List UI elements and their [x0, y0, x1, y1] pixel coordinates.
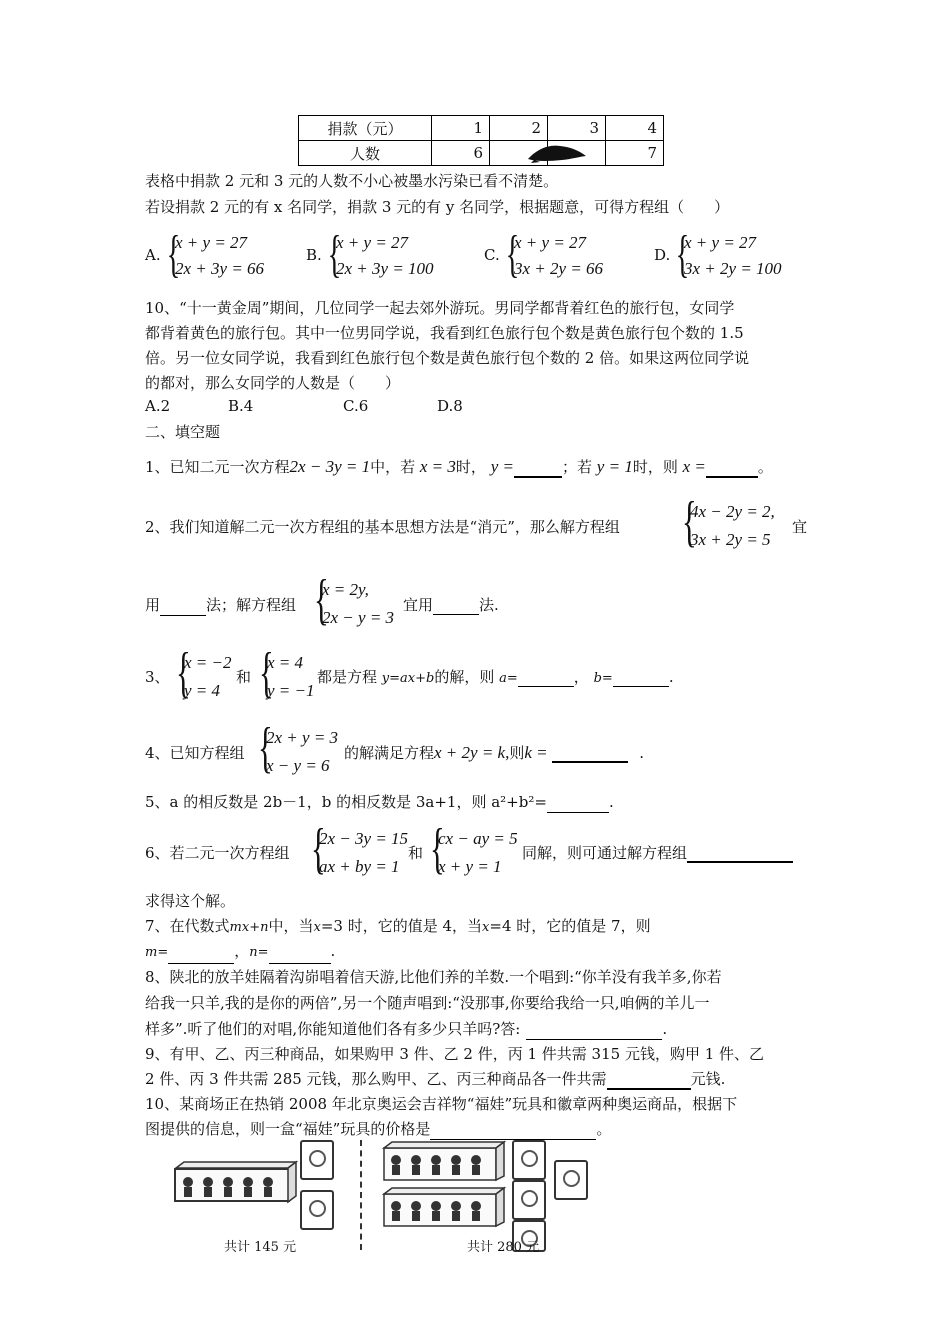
answer-blank[interactable]	[547, 812, 609, 813]
fill-question-8-line: 样多”.听了他们的对唱,你能知道他们各有多少只羊吗?答: .	[145, 1020, 668, 1038]
option-a[interactable]: A.2	[145, 397, 171, 415]
q10-text-line: 都背着黄色的旅行包。其中一位男同学说，我看到红色旅行包个数是黄色旅行包个数的 1.5	[145, 324, 744, 342]
table-cell: 1	[432, 116, 490, 141]
figure-caption-left: 共计 145 元	[224, 1240, 297, 1255]
q9-text-line: 表格中捐款 2 元和 3 元的人数不小心被墨水污染已看不清楚。	[145, 172, 559, 190]
fill-question-7: 7、在代数式mx+n中，当x=3 时，它的值是 4，当x=4 时，它的值是 7，则	[145, 917, 651, 935]
answer-blank[interactable]	[706, 476, 758, 478]
fill-question-9-line: 9、有甲、乙、丙三种商品，如果购甲 3 件、乙 2 件，丙 1 件共需 315 元钱，购甲 1 件、乙	[145, 1045, 765, 1063]
table-cell: 6	[432, 141, 490, 166]
fill-question-10-line: 10、某商场正在热销 2008 年北京奥运会吉祥物“福娃”玩具和徽章两种奥运商品，根据下	[145, 1095, 738, 1113]
equation-system: { 2x − 3y = 15 ax + by = 1	[311, 818, 409, 880]
answer-blank[interactable]	[269, 963, 331, 964]
table-cell: 4	[606, 116, 664, 141]
fuwa-box-3d-icon	[382, 1186, 512, 1230]
fill-question-8-line: 给我一只羊,我的是你的两倍”,另一个随声唱到:“没那事,你要给我给一只,咱俩的羊儿一	[145, 994, 710, 1012]
olympic-badge-icon	[512, 1140, 546, 1180]
fill-question-9-line: 2 件、丙 3 件共需 285 元钱，那么购甲、乙、丙三种商品各一件共需 元钱.	[145, 1070, 726, 1088]
fill-question-10-line: 图提供的信息，则一盒“福娃”玩具的价格是 。	[145, 1120, 612, 1138]
answer-blank[interactable]	[433, 614, 479, 615]
answer-blank[interactable]	[518, 686, 574, 687]
q10-text-line: 的都对，那么女同学的人数是（ ）	[145, 374, 401, 392]
option-b[interactable]: B.4	[228, 397, 254, 415]
q10-text-line: 10、“十一黄金周”期间，几位同学一起去郊外游玩。男同学都背着红色的旅行包，女同学	[145, 299, 735, 317]
olympic-badge-icon	[300, 1140, 334, 1180]
option-d[interactable]: D.8	[437, 397, 463, 415]
equation-system: { 2x + y = 3 x − y = 6	[258, 717, 339, 779]
table-row	[299, 141, 664, 166]
ink-blot-icon	[526, 142, 588, 164]
equation-system: { x = 4 y = −1	[259, 642, 315, 704]
option-c[interactable]: C. { x + y = 27 3x + 2y = 66	[484, 226, 604, 283]
table-cell: 3	[548, 116, 606, 141]
fill-question-1: 1、已知二元一次方程2x − 3y = 1中，若 x = 3时， y = ；若 y = 1时，则 x = 。	[145, 457, 773, 476]
section-title: 二、填空题	[145, 423, 221, 441]
answer-blank[interactable]	[526, 1039, 662, 1040]
table-cell: 7	[606, 141, 664, 166]
equation-system: { x = 2y, 2x − y = 3	[314, 569, 395, 631]
fill-question-4: 的解满足方程x + 2y = k,则k = .	[344, 743, 644, 762]
fill-question-5: 5、a 的相反数是 2b－1，b 的相反数是 3a+1，则 a²+b²= .	[145, 793, 614, 811]
olympic-badge-icon	[554, 1160, 588, 1200]
option-a[interactable]: A. { x + y = 27 2x + 3y = 66	[145, 226, 265, 283]
figure-caption-right: 共计 280 元	[467, 1240, 540, 1255]
olympic-badge-icon	[512, 1180, 546, 1220]
table-cell: 人数	[299, 141, 432, 166]
answer-blank[interactable]	[552, 761, 628, 763]
fill-question-2-text: 2、我们知道解二元一次方程组的基本思想方法是“消元”，那么解方程组	[145, 518, 620, 536]
fuwa-box-3d-icon	[382, 1140, 512, 1184]
equation-system: { cx − ay = 5 x + y = 1	[430, 818, 518, 880]
q9-text-line: 若设捐款 2 元的有 x 名同学，捐款 3 元的有 y 名同学，根据题意，可得方程组（ ）	[145, 198, 730, 216]
q10-text-line: 倍。另一位女同学说，我看到红色旅行包个数是黄色旅行包个数的 2 倍。如果这两位同学说	[145, 349, 750, 367]
answer-blank[interactable]	[514, 476, 562, 478]
donation-table	[298, 115, 664, 166]
fuwa-box-3d-icon	[174, 1160, 298, 1204]
table-cell: 捐款（元）	[299, 116, 432, 141]
answer-blank[interactable]	[687, 861, 793, 863]
fill-question-3: 都是方程 y=ax+b的解，则 a= ， b= .	[317, 668, 674, 686]
answer-blank[interactable]	[168, 963, 234, 964]
divider	[360, 1140, 362, 1250]
olympic-badge-icon	[300, 1190, 334, 1230]
fill-question-8-line: 8、陕北的放羊娃隔着沟峁唱着信天游,比他们养的羊数.一个唱到:“你羊没有我羊多,你若	[145, 968, 722, 986]
answer-blank[interactable]	[160, 615, 206, 616]
table-row	[299, 116, 664, 141]
option-c[interactable]: C.6	[343, 397, 369, 415]
table-cell: 2	[490, 116, 548, 141]
option-b[interactable]: B. { x + y = 27 2x + 3y = 100	[306, 226, 434, 283]
answer-blank[interactable]	[607, 1088, 691, 1090]
equation-system: { 4x − 2y = 2, 3x + 2y = 5	[682, 491, 775, 553]
option-d[interactable]: D. { x + y = 27 3x + 2y = 100	[654, 226, 782, 283]
equation-system: { x = −2 y = 4	[176, 642, 232, 704]
fill-question-2-line2: 用 法；解方程组	[145, 596, 297, 614]
answer-blank[interactable]	[613, 686, 669, 687]
